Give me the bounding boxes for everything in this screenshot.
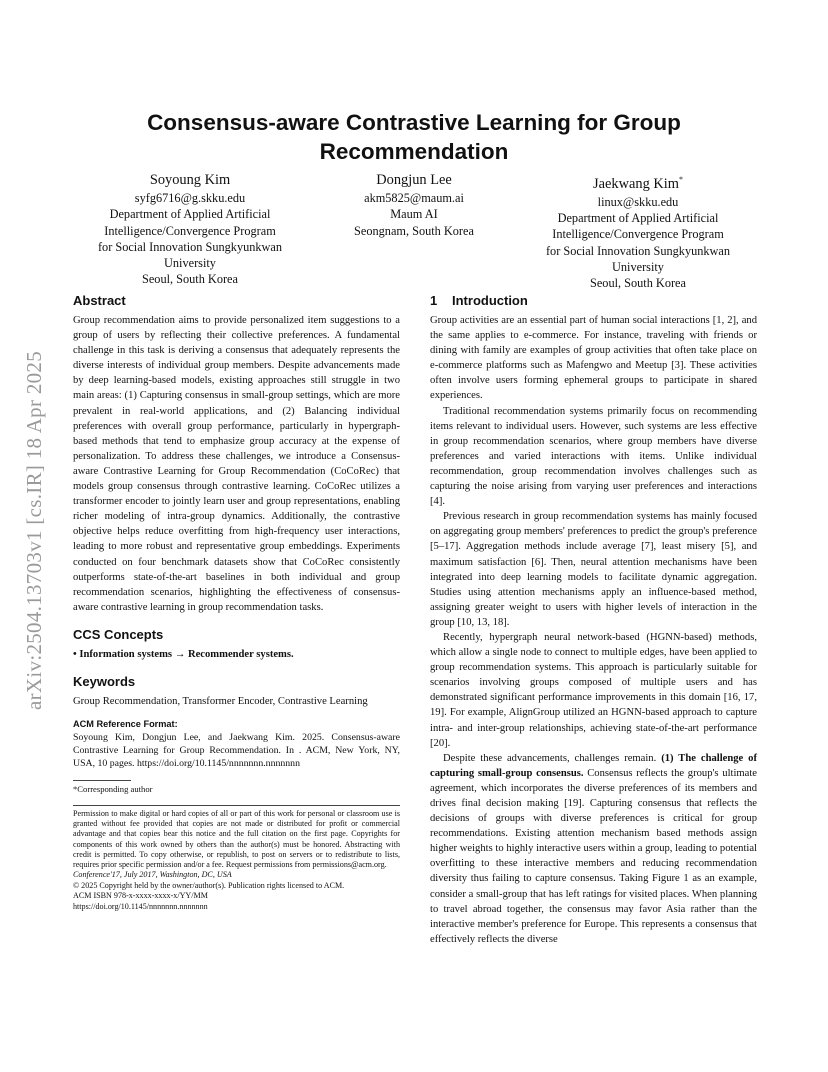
author-affiliation-line: University	[612, 259, 664, 274]
doi-link[interactable]: https://doi.org/10.1145/nnnnnnn.nnnnnnn	[73, 901, 208, 911]
acm-reference-heading: ACM Reference Format:	[73, 719, 178, 730]
author-affiliation-line: Department of Applied Artificial	[109, 207, 271, 222]
copyright-line: © 2025 Copyright held by the owner/author(s). Publication rights licensed to ACM.	[73, 880, 345, 890]
intro-paragraph: Group activities are an essential part of human social interactions [1, 2], and the same applies to e-commerce. For instance, traveling with friends or dining with family are examples of group activities that often take place on e-commerce platforms such as Mafengwo and Meetup [3]. These activities often involve users forming ephemeral groups to participate in shared experiences.	[430, 315, 757, 402]
author-location: Seoul, South Korea	[142, 272, 238, 287]
section-number: 1	[430, 293, 438, 308]
intro-paragraph: Traditional recommendation systems primarily focus on recommending items relevant to individual users. However, such systems are less effective in group recommendation scenarios, where group members have diverse preferences and varied interactions with items. Unlike individual recommendation, group recommendation involves challenges such as capturing the noise arising from varying user preferences and interactions [4].	[430, 405, 757, 508]
author-affiliation-line: Intelligence/Convergence Program	[552, 227, 724, 242]
corresponding-author-footnote: *Corresponding author	[73, 783, 153, 794]
author-affiliation-line: for Social Innovation Sungkyunkwan	[97, 239, 283, 254]
intro-paragraph: Recently, hypergraph neural network-based (HGNN-based) methods, which allow a single node to connect to multiple edges, have been applied to group recommendation systems. This approach is particularly suitable for scenarios involving groups composed of multiple users and has demonstrated significant performance improvements in this domain [16, 17, 19]. For example, AlignGroup utilized an HGNN-based approach to capture intra- and inter-group relationships, achieving state-of-the-art performance [20].	[430, 631, 757, 749]
permission-notice: Permission to make digital or hard copies of all or part of this work for personal or classroom use is granted without fee provided that copies are not made or distributed for profit or commercial advantage and that copies bear this notice and the full citation on the first page. Copyrights for components of this work owned by others than the author(s) must be honored. Abstracting with credit is permitted. To copy otherwise, or republish, to post on servers or to redistribute to lists, requires prior specific permission and/or a fee. Request permissions from permissions@acm.org.	[73, 808, 400, 870]
conference-line: Conference'17, July 2017, Washington, DC, USA	[73, 870, 232, 880]
abstract-text: Group recommendation aims to provide personalized item suggestions to a group of users by reflecting their collective preferences. A fundamental challenge in this task is deriving a consensus that adequately represents the diverse interests of individual group members. Despite advancements made by deep learning-based models, existing approaches still struggle in two main areas: (1) Capturing consensus in small-group settings, which are more prevalent in real-world applications, and (2) Balancing individual preferences with overall group performance, particularly in hypergraph-based methods that tend to emphasize group accuracy at the expense of personalization. To address these challenges, we introduce a Consensus-aware Contrastive Learning for Group Recommendation (CoCoRec) that models group consensus through contrastive learning. CoCoRec utilizes a transformer encoder to jointly learn user and group representations, enabling richer modeling of intra-group dynamics. Additionally, the contrastive objective helps reduce overfitting from high-frequency user interactions, leading to more robust and representative group embeddings. Experiments conducted on four benchmark datasets show that CoCoRec consistently outperforms state-of-the-art baselines in both individual and group recommendation scenarios, highlighting the effectiveness of consensus-aware contrastive learning in group recommendation tasks.	[73, 315, 400, 613]
right-column	[430, 292, 757, 947]
author-email[interactable]: akm5825@maum.ai	[364, 191, 464, 205]
acm-reference-text: Soyoung Kim, Dongjun Lee, and Jaekwang Kim. 2025. Consensus-aware Contrastive Learning for Group Recommendation. In . ACM, New York, NY, USA, 10 pages. https://doi.org/10.1145/nnnnnnn.nnnnnnn	[73, 732, 400, 770]
author-location: Seoul, South Korea	[590, 276, 686, 291]
keywords-text: Group Recommendation, Transformer Encoder, Contrastive Learning	[73, 695, 368, 707]
author-block	[70, 171, 758, 289]
author-name	[518, 171, 758, 193]
left-column	[73, 292, 400, 912]
author-3	[518, 171, 758, 292]
footnote-rule	[73, 780, 131, 781]
introduction-heading	[430, 292, 757, 309]
keywords-heading: Keywords	[73, 673, 136, 689]
author-affiliation-line: for Social Innovation Sungkyunkwan	[545, 243, 731, 258]
author-1	[70, 171, 310, 288]
author-name-text: Jaekwang Kim	[593, 175, 679, 192]
author-location: Seongnam, South Korea	[354, 223, 474, 238]
paper-title: Consensus-aware Contrastive Learning for Group Recommendation	[147, 110, 681, 164]
paragraph-start: Despite these advancements, challenges remain.	[443, 752, 657, 764]
author-name: Soyoung Kim	[149, 172, 231, 188]
author-affiliation-line: Intelligence/Convergence Program	[104, 223, 276, 238]
paragraph-rest: Consensus reflects the group's ultimate agreement, which incorporates the diverse preferences of its members and drives final decision making [19]. Capturing consensus that reflects the decisions of groups with diverse preferences is critical for group recommendations. Existing attention mechanism based methods assign higher weights to highly interactive users within a group, leading to potential overfitting to these interactive members and reducing recommendation diversity thus failing to capture consensus. Taking Figure 1 as an example, consider a small-group that has left ratings for visited places. When planning to travel abroad together, the consensus may favor Asia rather than the interactive member's preference for Europe. This represents a consensus that effectively reflects the diverse	[430, 767, 757, 945]
intro-paragraph: Previous research in group recommendation systems has mainly focused on aggregating group members' preferences to predict the group's preference [5–17]. Aggregation methods include average [7], least misery [5], and maximum satisfaction [6]. Then, neural attention mechanisms have been integrated into deep learning models to facilitate dynamic aggregation. Studies using attention mechanisms apply an influence-based method, assigning greater weight to users with higher levels of interaction in the group [10, 13, 18].	[430, 511, 757, 628]
author-affiliation-line: Maum AI	[390, 207, 438, 222]
author-name: Dongjun Lee	[376, 172, 452, 188]
author-2	[314, 171, 514, 239]
author-email[interactable]: syfg6716@g.skku.edu	[134, 191, 246, 205]
section-title: Introduction	[452, 293, 528, 308]
challenge-label: (1) The challenge of capturing small-group consensus.	[430, 752, 757, 779]
ccs-heading: CCS Concepts	[73, 626, 164, 642]
ccs-concepts-text: • Information systems → Recommender systems.	[73, 648, 294, 660]
author-affiliation-line: University	[164, 256, 216, 271]
permission-rule	[73, 805, 400, 806]
isbn-line: ACM ISBN 978-x-xxxx-xxxx-x/YY/MM	[73, 891, 208, 901]
author-email[interactable]: linux@skku.edu	[597, 194, 679, 209]
corresponding-author-mark: *	[678, 175, 683, 184]
author-affiliation-line: Department of Applied Artificial	[557, 211, 719, 226]
abstract-heading: Abstract	[73, 293, 126, 308]
intro-paragraph-last	[430, 751, 757, 947]
arxiv-identifier-stamp[interactable]: arXiv:2504.13703v1 [cs.IR] 18 Apr 2025	[22, 350, 46, 710]
